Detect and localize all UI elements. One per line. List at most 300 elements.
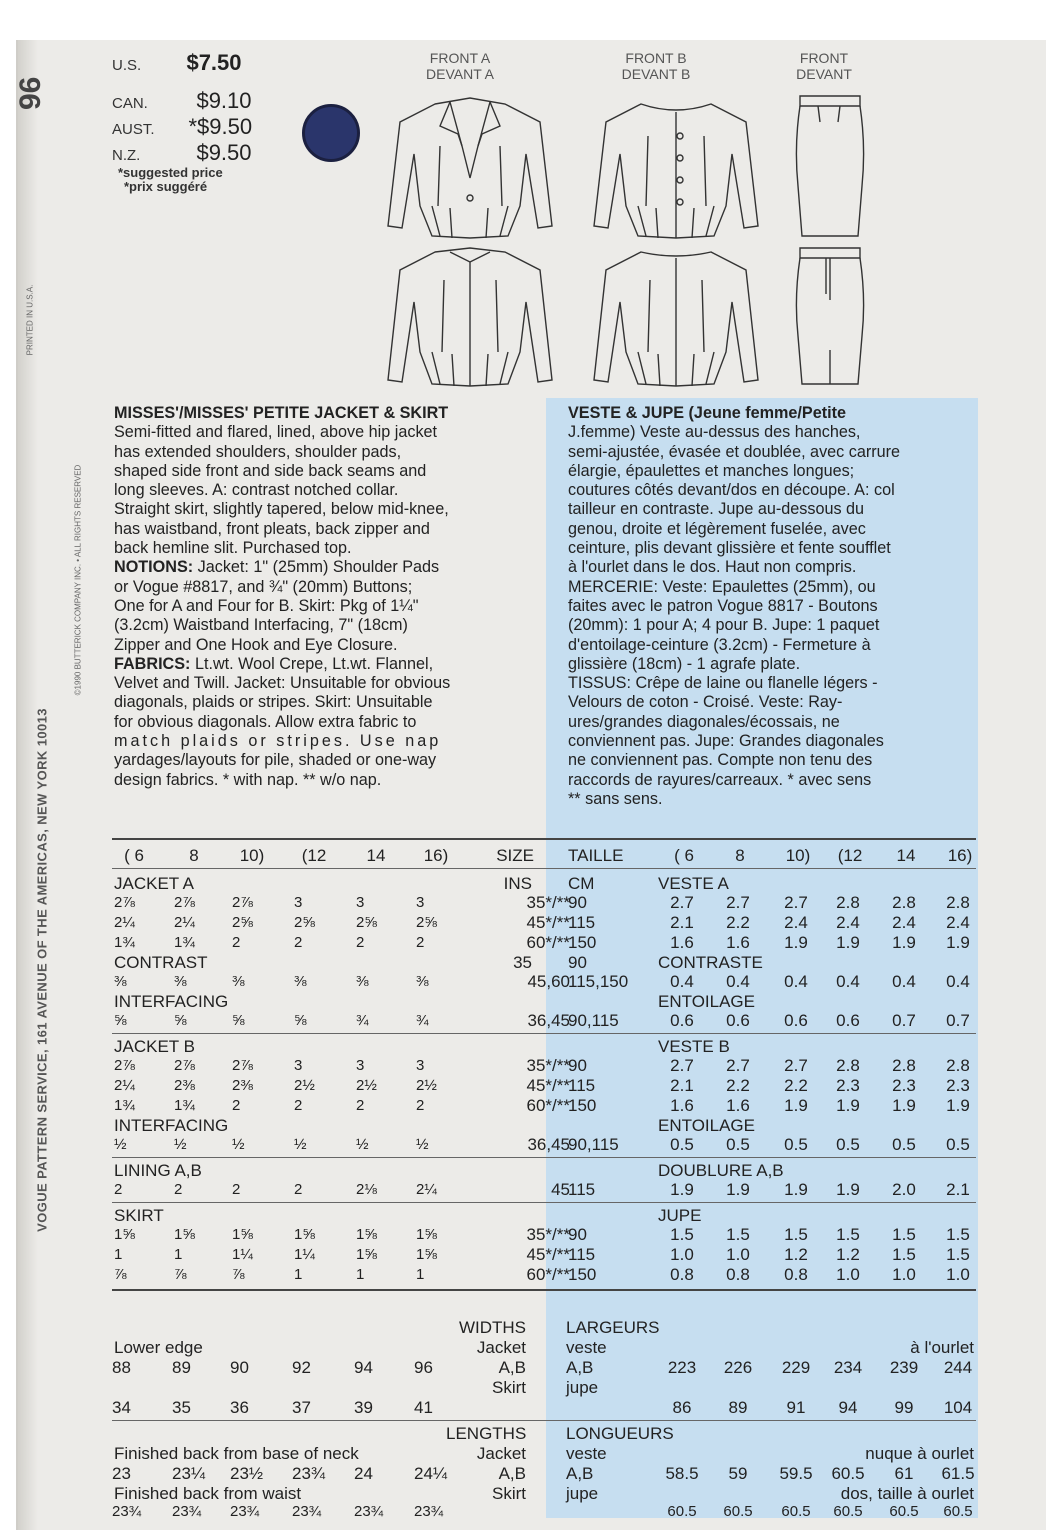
widths-skirt-ins: 36 — [230, 1398, 249, 1417]
lengths-skirt-cm: 60.5 — [781, 1503, 811, 1520]
widths-skirt-ins: 39 — [354, 1398, 373, 1417]
lengths-skirt-ins: 23¾ — [354, 1503, 384, 1520]
view-label-front — [764, 50, 884, 82]
fabrics-line: yardages/layouts for pile, shaded or one-way — [114, 751, 437, 770]
color-swatch-dot — [302, 104, 360, 162]
yardage-cm-cell: 0.4 — [670, 972, 694, 991]
yardage-ins-cell: 3 — [416, 894, 425, 911]
yardage-cm-cell: 2.7 — [726, 1056, 750, 1075]
lengths-skirt-cm: 60.5 — [943, 1503, 973, 1520]
yardage-cm-cell: 0.8 — [670, 1265, 694, 1284]
fabric-width-en: 60*/** — [526, 933, 570, 952]
price-can-label: CAN. — [112, 95, 148, 112]
mercerie-line: d'entoilage-ceinture (3.2cm) - Fermeture à — [568, 635, 871, 654]
description-fr-line: semi-ajustée, évasée et doublée, avec carrure — [568, 442, 901, 461]
yardage-cm-cell: 1.5 — [784, 1225, 808, 1244]
view-label-front-a-en: FRONT A — [429, 50, 491, 66]
price-nz-label: N.Z. — [112, 147, 141, 164]
price-aust-label: AUST. — [112, 121, 155, 138]
view-label-front-a-fr: DEVANT A — [426, 66, 494, 82]
description-en-title: MISSES'/MISSES' PETITE JACKET & SKIRT — [114, 404, 449, 422]
sketch-skirt-front — [780, 86, 880, 246]
fabric-width-en: 36,45 — [527, 1135, 570, 1154]
yardage-cm-cell: 1.5 — [946, 1225, 970, 1244]
yardage-ins-cell: 2⅝ — [232, 914, 253, 931]
yardage-cm-cell: 2.8 — [892, 1056, 916, 1075]
yardage-ins-cell: 2⅞ — [174, 894, 195, 911]
section-unit-en: INS — [503, 874, 532, 893]
yardage-cm-cell: 2.1 — [670, 913, 694, 932]
yardage-cm-cell: 1.9 — [670, 1180, 694, 1199]
pattern-number: 96 — [14, 76, 47, 110]
price-aust — [112, 114, 252, 140]
yardage-cm-cell: 0.6 — [726, 1011, 750, 1030]
tissus-line: ures/grandes diagonales/écossais, ne — [568, 712, 840, 731]
lengths-skirt-ins: 23¾ — [112, 1503, 142, 1520]
yardage-ins-cell: ⅝ — [114, 1012, 127, 1029]
fabrics-text: Lt.wt. Wool Crepe, Lt.wt. Flannel, — [190, 654, 434, 673]
yardage-ins-cell: 1 — [114, 1246, 123, 1263]
widths-jacket-ins: 88 — [112, 1358, 131, 1377]
yardage-ins-cell: 2⅝ — [356, 914, 377, 931]
table-bottom-rule — [112, 1289, 976, 1291]
price-note-en: *suggested price — [118, 165, 223, 180]
yardage-cm-cell: 0.8 — [784, 1265, 808, 1284]
yardage-ins-cell: 2 — [114, 1181, 123, 1198]
lengths-jupe-fr: jupe — [566, 1484, 599, 1503]
tissus-line: Velours de coton - Croisé. Veste: Ray- — [568, 693, 843, 712]
lengths-jacket-cm: 60.5 — [831, 1464, 865, 1483]
fabric-width-en: 35*/** — [526, 1056, 570, 1075]
yardage-ins-cell: 3 — [294, 894, 303, 911]
yardage-ins-cell: ⅜ — [416, 973, 429, 990]
yardage-ins-cell: 1¼ — [232, 1246, 253, 1263]
yardage-ins-cell: 2½ — [294, 1077, 315, 1094]
yardage-ins-cell: ⅞ — [114, 1266, 127, 1283]
yardage-cm-cell: 1.0 — [726, 1245, 750, 1264]
yardage-cm-cell: 1.6 — [726, 933, 750, 952]
view-label-front-en: FRONT — [799, 50, 849, 66]
widths-title-en: WIDTHS — [458, 1318, 526, 1337]
size-label: SIZE — [496, 846, 534, 865]
fabrics-line: for obvious diagonals. Allow extra fabric to — [114, 712, 417, 731]
yardage-ins-cell: 1 — [294, 1266, 303, 1283]
yardage-cm-cell: 2.7 — [726, 893, 750, 912]
yardage-ins-cell: 2⅜ — [174, 1077, 195, 1094]
lengths-ab-en: A,B — [498, 1464, 526, 1483]
yardage-cm-cell: 0.7 — [892, 1011, 916, 1030]
yardage-ins-cell: 2⅞ — [174, 1057, 195, 1074]
yardage-ins-cell: 3 — [294, 1057, 303, 1074]
yardage-cm-cell: 1.9 — [946, 933, 970, 952]
view-label-front-fr: DEVANT — [796, 66, 852, 82]
yardage-ins-cell: 2 — [416, 934, 425, 951]
yardage-ins-cell: 2 — [356, 934, 365, 951]
price-us-label: U.S. — [112, 57, 142, 74]
yardage-cm-cell: 2.1 — [670, 1076, 694, 1095]
description-fr-line: J.femme) Veste au-dessus des hanches, — [568, 423, 861, 442]
widths-jacket-cm: 239 — [889, 1358, 919, 1377]
size-header-cell: 14 — [366, 846, 386, 865]
lengths-jacket-ins: 23½ — [230, 1464, 264, 1483]
widths-jacket-ins: 92 — [292, 1358, 311, 1377]
taille-label: TAILLE — [568, 846, 624, 865]
notions-head: NOTIONS: — [114, 558, 194, 577]
description-en-line: has waistband, front pleats, back zipper and — [114, 519, 430, 538]
yardage-ins-cell: 2½ — [356, 1077, 377, 1094]
yardage-cm-cell: 0.4 — [836, 972, 860, 991]
yardage-ins-cell: ½ — [174, 1136, 187, 1153]
widths-skirt-cm: 99 — [894, 1398, 914, 1417]
widths-lower-edge: Lower edge — [114, 1338, 203, 1357]
yardage-cm-cell: 1.5 — [726, 1225, 750, 1244]
yardage-ins-cell: 1⅝ — [232, 1226, 253, 1243]
lengths-jacket-ins: 24 — [354, 1464, 373, 1483]
yardage-ins-cell: 1⅝ — [416, 1246, 437, 1263]
yardage-ins-cell: ⅞ — [174, 1266, 187, 1283]
section-label-en: INTERFACING — [114, 1116, 229, 1135]
yardage-ins-cell: 3 — [356, 894, 365, 911]
section-label-fr: DOUBLURE A,B — [658, 1161, 784, 1180]
section-label-fr: JUPE — [658, 1206, 702, 1225]
section-label-fr: ENTOILAGE — [658, 1116, 755, 1135]
yardage-ins-cell: ⅝ — [174, 1012, 187, 1029]
widths-jacket-ins: 90 — [230, 1358, 249, 1377]
size-header-cell: ( 6 — [124, 846, 144, 865]
yardage-ins-cell: ⅝ — [294, 1012, 307, 1029]
widths-skirt-cm: 89 — [728, 1398, 748, 1417]
size-header-cell: 8 — [189, 846, 199, 865]
tissus-line: conviennent pas. Jupe: Grandes diagonales — [568, 732, 884, 751]
yardage-ins-cell: 1¾ — [114, 1097, 135, 1114]
fabric-width-en: 45*/** — [526, 1245, 570, 1264]
yardage-ins-cell: 1¾ — [114, 934, 135, 951]
yardage-ins-cell: 1⅝ — [114, 1226, 135, 1243]
yardage-cm-cell: 1.0 — [946, 1265, 970, 1284]
yardage-ins-cell: 1¼ — [294, 1246, 315, 1263]
spine-publisher-text: VOGUE PATTERN SERVICE, 161 AVENUE OF THE AMERICAS, NEW YORK 10013 — [34, 708, 50, 1232]
yardage-cm-cell: 1.0 — [892, 1265, 916, 1284]
yardage-ins-cell: 2¼ — [416, 1181, 437, 1198]
yardage-ins-cell: ½ — [232, 1136, 245, 1153]
lengths-ab-fr: A,B — [566, 1464, 594, 1483]
yardage-ins-cell: ⅝ — [232, 1012, 245, 1029]
yardage-cm-cell: 2.3 — [892, 1076, 916, 1095]
taille-header-cell: 10) — [785, 846, 811, 865]
widths-title-fr: LARGEURS — [566, 1318, 660, 1337]
fabrics-line: design fabrics. * with nap. ** w/o nap. — [114, 770, 382, 789]
lengths-dos: dos, taille à ourlet — [840, 1484, 974, 1503]
yardage-cm-cell: 2.7 — [670, 1056, 694, 1075]
notions-line: One for A and Four for B. Skirt: Pkg of 1¼" — [114, 596, 419, 615]
yardage-cm-cell: 0.5 — [726, 1135, 750, 1154]
description-fr — [568, 404, 978, 809]
yardage-ins-cell: 2 — [232, 1097, 241, 1114]
widths-skirt-ins: 37 — [292, 1398, 311, 1417]
yardage-ins-cell: 3 — [356, 1057, 365, 1074]
spine-copyright-text: ©1990 BUTTERICK COMPANY INC. • ALL RIGHTS RESERVED — [73, 464, 83, 696]
yardage-ins-cell: 1⅝ — [174, 1226, 195, 1243]
lengths-jacket-cm: 59.5 — [779, 1464, 813, 1483]
yardage-ins-cell: 2⅝ — [294, 914, 315, 931]
sketch-jacket-b-back — [586, 240, 766, 390]
yardage-cm-cell: 2.8 — [836, 1056, 860, 1075]
widths-jacket-ins: 94 — [354, 1358, 373, 1377]
yardage-cm-cell: 0.6 — [784, 1011, 808, 1030]
yardage-cm-cell: 1.9 — [784, 933, 808, 952]
yardage-cm-cell: 0.5 — [836, 1135, 860, 1154]
yardage-ins-cell: 2 — [356, 1097, 365, 1114]
yardage-ins-cell: 1⅝ — [356, 1226, 377, 1243]
yardage-ins-cell: 2 — [232, 934, 241, 951]
yardage-cm-cell: 2.8 — [892, 893, 916, 912]
notions-line: Zipper and One Hook and Eye Closure. — [114, 635, 398, 654]
sketch-jacket-a-back — [380, 240, 560, 390]
widths-ab-en: A,B — [498, 1358, 526, 1377]
section-rule — [112, 1033, 976, 1034]
price-aust-value: *$9.50 — [188, 114, 253, 139]
lengths-skirt-ins: 23¾ — [292, 1503, 322, 1520]
lengths-skirt-ins: 23¾ — [172, 1503, 202, 1520]
lengths-jacket-cm: 61 — [894, 1464, 914, 1483]
yardage-ins-cell: 2⅞ — [232, 1057, 253, 1074]
lengths-jacket-ins: 24¼ — [414, 1464, 448, 1483]
yardage-cm-cell: 0.6 — [836, 1011, 860, 1030]
widths-rule — [112, 1420, 976, 1421]
fabric-width-fr: 150 — [568, 1265, 597, 1284]
mercerie-line: faites avec le patron Vogue 8817 - Boutons — [568, 596, 878, 615]
notions-line: (3.2cm) Waistband Interfacing, 7" (18cm) — [114, 616, 408, 635]
yardage-ins-cell: 1⅝ — [294, 1226, 315, 1243]
price-us — [112, 50, 242, 76]
mercerie-line: (20mm): 1 pour A; 4 pour B. Jupe: 1 paquet — [568, 616, 880, 635]
yardage-ins-cell: 1⅝ — [356, 1246, 377, 1263]
yardage-cm-cell: 2.8 — [946, 1056, 970, 1075]
lengths-jacket-ins: 23 — [112, 1464, 131, 1483]
section-label-en: SKIRT — [114, 1206, 164, 1225]
widths-ab-fr: A,B — [566, 1358, 594, 1377]
yardage-cm-cell: 1.9 — [784, 1096, 808, 1115]
tissus-line: ** sans sens. — [568, 789, 663, 808]
yardage-cm-cell: 0.4 — [946, 972, 970, 991]
tissus-line: ne conviennent pas. Compte non tenu des — [568, 751, 873, 770]
fabric-width-en: 60*/** — [526, 1096, 570, 1115]
widths-jacket-ins: 96 — [414, 1358, 433, 1377]
section-label-en: CONTRAST — [114, 953, 208, 972]
lengths-skirt-en: Skirt — [492, 1484, 526, 1503]
yardage-ins-cell: 1¾ — [174, 1097, 195, 1114]
yardage-ins-cell: ¾ — [356, 1012, 369, 1029]
fabric-width-en: 45*/** — [526, 913, 570, 932]
yardage-ins-cell: 3 — [416, 1057, 425, 1074]
fabrics-head: FABRICS: — [114, 654, 191, 673]
yardage-cm-cell: 1.9 — [726, 1180, 750, 1199]
yardage-cm-cell: 1.9 — [836, 1096, 860, 1115]
yardage-cm-cell: 0.5 — [946, 1135, 970, 1154]
description-fr-line: tailleur en contraste. Jupe au-dessous du — [568, 500, 865, 519]
yardage-cm-cell: 1.9 — [892, 1096, 916, 1115]
lengths-jacket-cm: 59 — [728, 1464, 748, 1483]
notions-line: or Vogue #8817, and ¾" (20mm) Buttons; — [114, 577, 413, 596]
yardage-cm-cell: 0.4 — [892, 972, 916, 991]
widths-jacket-cm: 223 — [667, 1358, 697, 1377]
description-en-line: shaped side front and side back seams and — [114, 461, 427, 480]
yardage-ins-cell: ½ — [114, 1136, 127, 1153]
fabric-width-en: 45*/** — [526, 1076, 570, 1095]
description-fr-line: élargie, épaulettes et manches longues; — [568, 461, 855, 480]
yardage-cm-cell: 0.4 — [784, 972, 808, 991]
description-en-line: Semi-fitted and flared, lined, above hip jacket — [114, 423, 438, 442]
widths-jacket-ins: 89 — [172, 1358, 191, 1377]
yardage-ins-cell: ⅜ — [294, 973, 307, 990]
yardage-cm-cell: 1.2 — [836, 1245, 860, 1264]
section-label-fr: VESTE B — [658, 1037, 730, 1056]
fabrics-line: diagonals, plaids or stripes. Skirt: Unsuitable — [114, 693, 433, 712]
yardage-cm-cell: 2.1 — [946, 1180, 970, 1199]
yardage-ins-cell: 2⅜ — [232, 1077, 253, 1094]
fabric-width-fr: 115 — [568, 1076, 596, 1095]
yardage-cm-cell: 2.4 — [892, 913, 916, 932]
yardage-cm-cell: 2.4 — [836, 913, 860, 932]
widths-skirt-cm: 86 — [672, 1398, 692, 1417]
yardage-ins-cell: 2¼ — [114, 914, 135, 931]
yardage-ins-cell: 2⅝ — [416, 914, 437, 931]
yardage-cm-cell: 2.3 — [836, 1076, 860, 1095]
yardage-ins-cell: ⅜ — [174, 973, 187, 990]
lengths-skirt-cm: 60.5 — [889, 1503, 919, 1520]
lengths-jacket-en: Jacket — [476, 1444, 526, 1463]
description-fr-line: coutures côtés devant/dos en découpe. A: col — [568, 481, 895, 500]
fabric-width-fr: 115,150 — [568, 972, 629, 991]
price-can-value: $9.10 — [196, 88, 252, 113]
yardage-cm-cell: 1.9 — [836, 933, 860, 952]
yardage-cm-cell: 1.9 — [784, 1180, 808, 1199]
sketch-skirt-back — [780, 240, 880, 390]
size-header-cell: (12 — [301, 846, 327, 865]
yardage-ins-cell: 2¼ — [114, 1077, 135, 1094]
yardage-cm-cell: 2.2 — [726, 1076, 750, 1095]
yardage-ins-cell: 1 — [356, 1266, 365, 1283]
lengths-skirt-ins: 23¾ — [230, 1503, 260, 1520]
yardage-ins-cell: 2 — [174, 1181, 183, 1198]
table-top-rule — [112, 838, 976, 840]
section-rule — [112, 1202, 976, 1203]
yardage-cm-cell: 1.2 — [784, 1245, 808, 1264]
fabric-width-fr: 115 — [568, 1180, 596, 1199]
fabric-width-fr: 90 — [568, 893, 587, 912]
lengths-jacket-cm: 61.5 — [941, 1464, 975, 1483]
lengths-skirt-cm: 60.5 — [723, 1503, 753, 1520]
yardage-cm-cell: 2.2 — [784, 1076, 808, 1095]
fabric-width-en: 45 — [551, 1180, 570, 1199]
yardage-ins-cell: 1⅝ — [416, 1226, 437, 1243]
fabric-width-fr: 150 — [568, 1096, 597, 1115]
yardage-cm-cell: 0.7 — [946, 1011, 970, 1030]
widths-jacket-cm: 244 — [943, 1358, 973, 1377]
description-en-line: has extended shoulders, shoulder pads, — [114, 442, 402, 461]
widths-veste-fr: veste — [566, 1338, 607, 1357]
price-can — [112, 88, 252, 114]
yardage-ins-cell: 2 — [294, 934, 303, 951]
section-label-en: JACKET B — [114, 1037, 195, 1056]
yardage-cm-cell: 0.4 — [726, 972, 750, 991]
section-unit-fr: 90 — [568, 953, 587, 972]
yardage-cm-cell: 2.4 — [784, 913, 808, 932]
section-unit-fr: CM — [568, 874, 595, 893]
yardage-ins-cell: ⅜ — [232, 973, 245, 990]
yardage-ins-cell: 2⅛ — [356, 1181, 377, 1198]
yardage-cm-cell: 1.6 — [726, 1096, 750, 1115]
lengths-skirt-ins: 23¾ — [414, 1503, 444, 1520]
description-fr-title: VESTE & JUPE (Jeune femme/Petite — [568, 404, 846, 422]
yardage-cm-cell: 0.5 — [784, 1135, 808, 1154]
price-nz — [112, 140, 252, 166]
yardage-cm-cell: 2.3 — [946, 1076, 970, 1095]
fabrics-line: match plaids or stripes. Use nap — [114, 732, 442, 751]
yardage-ins-cell: 2⅞ — [114, 894, 135, 911]
yardage-cm-cell: 1.9 — [836, 1180, 860, 1199]
yardage-cm-cell: 2.7 — [784, 893, 808, 912]
yardage-cm-cell: 0.5 — [892, 1135, 916, 1154]
yardage-ins-cell: 2½ — [416, 1077, 437, 1094]
widths-jupe-fr: jupe — [566, 1378, 599, 1397]
size-header-cell: 16) — [423, 846, 449, 865]
fabric-width-en: 36,45 — [527, 1011, 570, 1030]
yardage-cm-cell: 2.7 — [784, 1056, 808, 1075]
lengths-skirt-cm: 60.5 — [667, 1503, 697, 1520]
header-rule — [112, 868, 976, 869]
lengths-jacket-ins: 23¼ — [172, 1464, 206, 1483]
fabric-width-fr: 90 — [568, 1056, 587, 1075]
yardage-ins-cell: 2 — [232, 1181, 241, 1198]
yardage-cm-cell: 1.5 — [670, 1225, 694, 1244]
yardage-cm-cell: 1.5 — [892, 1225, 916, 1244]
yardage-cm-cell: 0.6 — [670, 1011, 694, 1030]
yardage-cm-cell: 2.4 — [946, 913, 970, 932]
spine-printed — [22, 220, 38, 420]
yardage-cm-cell: 0.8 — [726, 1265, 750, 1284]
yardage-ins-cell: ⅜ — [356, 973, 369, 990]
description-en — [114, 404, 534, 790]
yardage-cm-cell: 0.5 — [670, 1135, 694, 1154]
yardage-cm-cell: 2.2 — [726, 913, 750, 932]
yardage-ins-cell: ⅜ — [114, 973, 127, 990]
spine-copyright — [58, 464, 98, 696]
yardage-cm-cell: 2.8 — [836, 893, 860, 912]
description-en-line: back hemline slit. Purchased top. — [114, 539, 352, 558]
taille-header-cell: 16) — [947, 846, 973, 865]
yardage-ins-cell: ¾ — [416, 1012, 429, 1029]
tissus-line: TISSUS: Crêpe de laine ou flanelle légers - — [568, 674, 878, 693]
notions-text: Jacket: 1" (25mm) Shoulder Pads — [193, 558, 440, 577]
spine-publisher — [30, 520, 54, 1420]
section-rule — [112, 1157, 976, 1158]
fabrics-line — [114, 655, 534, 674]
description-en-line: long sleeves. A: contrast notched collar. — [114, 481, 399, 500]
fabrics-line: Velvet and Twill. Jacket: Unsuitable for obvious — [114, 674, 451, 693]
fabric-width-en: 45,60 — [527, 972, 570, 991]
widths-a-lourlet: à l'ourlet — [910, 1338, 974, 1357]
lengths-title-fr: LONGUEURS — [566, 1424, 674, 1443]
yardage-ins-cell: 2⅞ — [232, 894, 253, 911]
taille-header-cell: (12 — [837, 846, 863, 865]
spine-printed-text: PRINTED IN U.S.A. — [25, 284, 35, 356]
section-label-en: LINING A,B — [114, 1161, 202, 1180]
section-label-fr: CONTRASTE — [658, 953, 763, 972]
yardage-ins-cell: 2 — [416, 1097, 425, 1114]
widths-jacket-cm: 226 — [723, 1358, 753, 1377]
yardage-cm-cell: 1.9 — [892, 933, 916, 952]
